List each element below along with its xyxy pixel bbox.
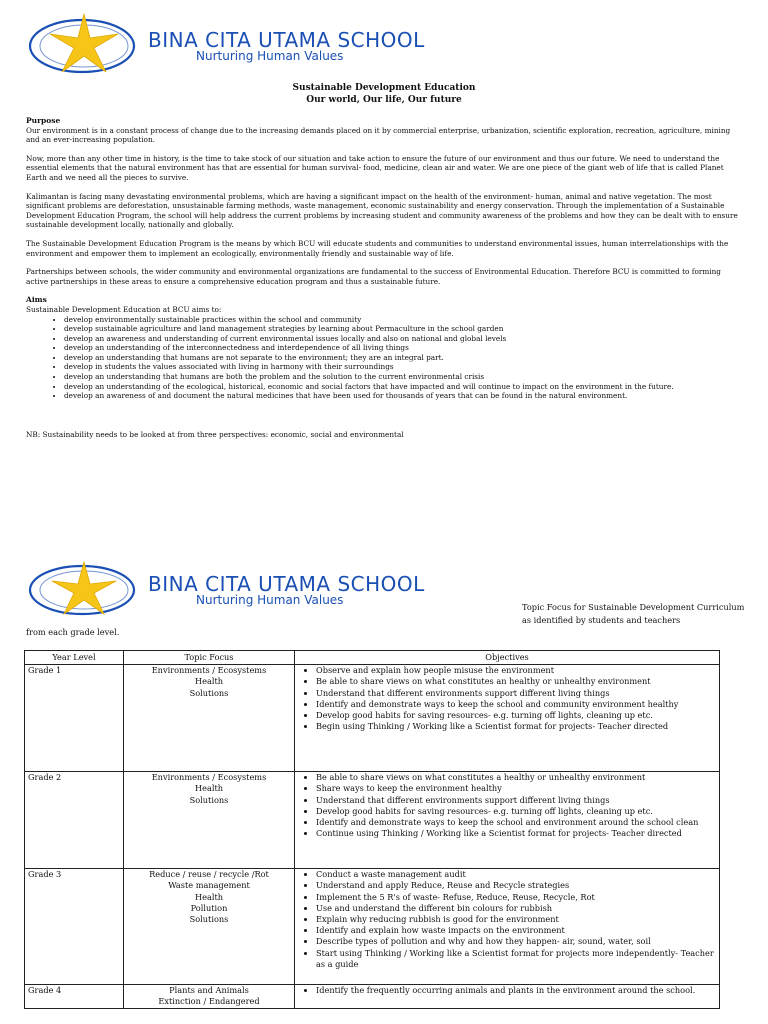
aim-item: • develop an understanding of the interconnectedness and interdependence of all living things: [64, 343, 744, 353]
aim-item: • develop an understanding of the ecological, historical, economic and social factors that have impacted and will continue to impact on the environment in the future.: [64, 382, 744, 392]
topic-item: Extinction / Endangered: [158, 996, 260, 1007]
topic-item: Solutions: [189, 914, 229, 925]
aims-intro: Sustainable Development Education at BCU aims to:: [26, 304, 222, 314]
topic-cell: [124, 869, 295, 985]
objectives-cell: [295, 772, 720, 869]
topic-item: Health: [194, 676, 224, 687]
topic-item: Environments / Ecosystems: [151, 665, 267, 676]
aim-item: • develop an awareness and understanding of current environmental issues locally and also on national and global levels: [64, 334, 744, 344]
objective-item: • Use and understand the different bin colours for rubbish: [316, 903, 716, 914]
aim-item: • develop in students the values associated with living in harmony with their surroundings: [64, 362, 744, 372]
objective-item: • Identify the frequently occurring animals and plants in the environment around the school.: [316, 985, 716, 996]
aim-item: • develop environmentally sustainable practices within the school and community: [64, 315, 744, 325]
topic-cell: [124, 665, 295, 772]
objectives-cell: [295, 985, 720, 1008]
paragraph: The Sustainable Development Education Program is the means by which BCU will educate students and communities to understand environmental issues, human interrelationships with the environment and empower them to implement an ecologically, environmentally friendly and sustainable way of life.: [26, 238, 729, 258]
objectives-cell: [295, 869, 720, 985]
topic-item: Solutions: [189, 794, 229, 805]
nb-note: NB: Sustainability needs to be looked at from three perspectives: economic, social and environmental: [26, 429, 404, 439]
topic-item: Plants and Animals: [169, 985, 249, 996]
objective-item: • Describe types of pollution and why and how they happen- air, sound, water, soil: [316, 936, 716, 947]
aim-item: • develop an understanding that humans are not separate to the environment; they are an integral part.: [64, 353, 744, 363]
topic-caption-continued: from each grade level.: [26, 627, 120, 637]
purpose-heading: Purpose: [26, 116, 61, 125]
objective-item: • Identify and demonstrate ways to keep the school and environment around the school clean: [316, 817, 716, 828]
document-title: Sustainable Development Education: [292, 83, 476, 93]
aim-item: • develop an awareness of and document the natural medicines that have been used for thousands of years that can be found in the natural environment.: [64, 391, 744, 401]
objective-item: • Conduct a waste management audit: [316, 869, 716, 880]
aims-heading: Aims: [26, 295, 47, 305]
topic-item: Health: [194, 891, 224, 902]
header-year-level: Year Level: [25, 651, 124, 665]
school-tagline: Nurturing Human Values: [196, 593, 344, 607]
objective-item: • Understand and apply Reduce, Reuse and Recycle strategies: [316, 880, 716, 891]
paragraph: Our environment is in a constant process of change due to the increasing demands placed on it by commercial enterprise, urbanization, scientific exploration, recreation, agriculture, mining and an ever-increasing population.: [26, 125, 731, 145]
table-row: [25, 665, 720, 772]
paragraph: Kalimantan is facing many devastating environmental problems, which are having a significant impact on the health of the environment- human, animal and native vegetation. The most significant problems are deforestation, unsustainable farming methods, waste management, economic sustainability and energy conservation. Through the implementation of a Sustainable Development Education Program, the school will help address the current problems by increasing student and community awareness of the problems and how they can be dealt with to ensure sustainable development locally, nationally and globally.: [26, 191, 738, 230]
topic-focus-table: [24, 650, 720, 1009]
year-cell: Grade 1: [25, 665, 124, 772]
aim-item: • develop sustainable agriculture and land management strategies by learning about Permaculture in the school garden: [64, 324, 744, 334]
topic-cell: [124, 985, 295, 1008]
year-cell: Grade 2: [25, 772, 124, 869]
aims-list: [26, 315, 744, 401]
objective-item: • Develop good habits for saving resources- e.g. turning off lights, cleaning up etc.: [316, 710, 716, 721]
objective-item: • Share ways to keep the environment healthy: [316, 783, 716, 794]
document-subtitle: Our world, Our life, Our future: [306, 95, 462, 105]
topic-cell: [124, 772, 295, 869]
objective-item: • Begin using Thinking / Working like a Scientist format for projects- Teacher directed: [316, 721, 716, 732]
school-header-2: [26, 556, 546, 622]
objective-item: • Continue using Thinking / Working like a Scientist format for projects- Teacher directed: [316, 828, 716, 839]
school-name: BINA CITA UTAMA SCHOOL: [148, 572, 425, 596]
topic-item: Waste management: [168, 880, 250, 891]
objective-item: • Explain why reducing rubbish is good for the environment: [316, 914, 716, 925]
school-name: BINA CITA UTAMA SCHOOL: [148, 28, 425, 52]
school-header: [26, 12, 546, 78]
objective-item: • Be able to share views on what constitutes an healthy or unhealthy environment: [316, 676, 716, 687]
table-row: [25, 772, 720, 869]
objective-item: • Develop good habits for saving resources- e.g. turning off lights, cleaning up etc.: [316, 806, 716, 817]
paragraph: Now, more than any other time in history, is the time to take stock of our situation and take action to ensure the future of our environment and thus our future. We need to understand the essential elements that the natural environment has that are essential for human survival- food, medicine, clean air and water. We are one piece of the giant web of life that is called Planet Earth and we need all the pieces to survive.: [26, 153, 724, 182]
school-logo-icon: [26, 556, 146, 622]
topic-caption: Topic Focus for Sustainable Development Curriculum as identified by students and teachers: [522, 602, 745, 625]
objective-item: • Be able to share views on what constitutes a healthy or unhealthy environment: [316, 772, 716, 783]
document-title-block: [0, 82, 768, 106]
objective-item: • Identify and explain how waste impacts on the environment: [316, 925, 716, 936]
topic-item: Health: [194, 783, 224, 794]
table-row: [25, 869, 720, 985]
topic-item: Reduce / reuse / recycle /Rot: [149, 869, 269, 880]
school-tagline: Nurturing Human Values: [196, 49, 344, 63]
objective-item: • Observe and explain how people misuse the environment: [316, 665, 716, 676]
paragraph: Partnerships between schools, the wider community and environmental organizations are fundamental to the success of Environmental Education. Therefore BCU is committed to forming active partnerships in these areas to ensure a comprehensive education program and thus a sustainable future.: [26, 267, 721, 286]
objective-item: • Understand that different environments support different living things: [316, 795, 716, 806]
objectives-cell: [295, 665, 720, 772]
table-header-row: [25, 651, 720, 665]
year-cell: Grade 3: [25, 869, 124, 985]
header-objectives: Objectives: [295, 651, 720, 665]
header-topic-focus: Topic Focus: [124, 651, 295, 665]
table-row: [25, 985, 720, 1008]
topic-item: Environments / Ecosystems: [151, 772, 267, 783]
year-cell: Grade 4: [25, 985, 124, 1008]
objective-item: • Identify and demonstrate ways to keep the school and community environment healthy: [316, 699, 716, 710]
document-body: [26, 116, 744, 439]
objective-item: • Understand that different environments support different living things: [316, 688, 716, 699]
aim-item: • develop an understanding that humans are both the problem and the solution to the current environmental crisis: [64, 372, 744, 382]
objective-item: • Implement the 5 R's of waste- Refuse, Reduce, Reuse, Recycle, Rot: [316, 892, 716, 903]
school-logo-icon: [26, 12, 146, 78]
topic-item: Pollution: [190, 902, 228, 913]
topic-item: Solutions: [189, 687, 229, 698]
objective-item: • Start using Thinking / Working like a Scientist format for projects more independently- Teacher as a guide: [316, 948, 716, 970]
